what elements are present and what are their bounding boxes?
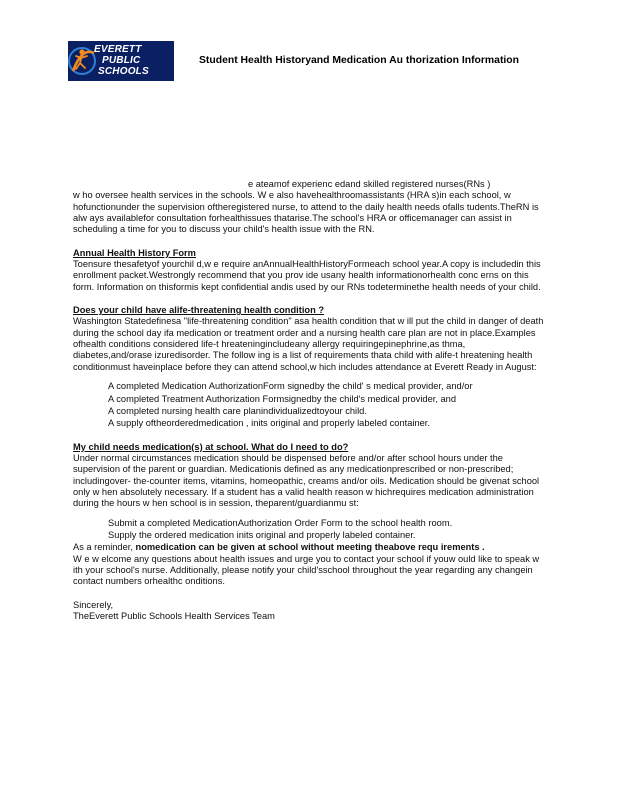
intro-rest: w ho oversee health services in the schools. W e also havehealthroomassistants (HRA s)in each school, w hofunctionunder the supervision oftheregistered nurse, to attend to the daily health needs ofalls tudents.TheRN is alw ays availablefor consultation forhealthissues thatarise.The school's HRA or officemanager can assist in scheduling a time for you to discuss your child's health issue with the RN. bbox=[73, 190, 539, 235]
intro-line-1: e ateamof experienc edand skilled registered nurses(RNs ) bbox=[248, 179, 491, 189]
logo-line-1: EVERETT bbox=[94, 44, 142, 55]
list-item: A completed Treatment Authorization Formsignedby the child's medical provider, and bbox=[108, 393, 457, 404]
annual-health-section bbox=[73, 248, 545, 293]
list-item: A completed nursing health care planindividualizedtoyour child. bbox=[108, 405, 367, 416]
list-item: Submit a completed MedicationAuthorization Order Form to the school health room. bbox=[108, 517, 453, 528]
list-item: A completed Medication AuthorizationForm signedby the child' s medical provider, and/or bbox=[108, 381, 473, 392]
medication-body: Under normal circumstances medication should be dispensed before and/or after school hours under the supervision of the parent or guardian. Medicationis defined as any medicationprescribed or non-prescribed; includingover- the-counter items, vitamins, homeopathic, creams and/or oils. Medication should be givenat school only w hen absolutely necessary. If a student has a valid health reason w hichrequires medication administration during the hours w hen school is in session, theparent/guardianmu st: bbox=[73, 452, 540, 509]
everett-public-schools-logo bbox=[68, 41, 174, 81]
life-threatening-body: Washington Statedefinesa "life-threatening condition" asa health condition that w ill put the child in danger of death during the school day ifa medication or treatment order and a nursing health care plan are not in place.Examples ofhealth conditions considered life-t hreateningincludeany allergy requiringepinephrine,as thma, diabetes,and/orase izuredisorder. The follow ing is a list of requirements thata child with alife-t hreatening health conditionmust haveinplace before they can attend school,w hich includes attendance at Everett Ready in August: bbox=[73, 316, 544, 372]
life-threatening-section bbox=[73, 305, 545, 429]
reminder-lead: As a reminder, bbox=[73, 542, 136, 553]
annual-health-body: Toensure thesafetyof yourchil d,w e require anAnnualHealthHistoryFormeach school year.A copy is includedin this enrollment packet.Westrongly recommend that you prov ide usany health informationorhealth conc erns on this form. Information on thisformis kept confidential andis used by our RNs todeterminethe health needs of your child. bbox=[73, 259, 541, 292]
signature-block bbox=[73, 600, 545, 623]
list-item: Supply the ordered medication inits original and properly labeled container. bbox=[108, 529, 416, 540]
annual-health-heading: Annual Health History Form bbox=[73, 247, 196, 258]
reminder-emphasis: nomedication can be given at school without meeting theabove requ irements . bbox=[135, 542, 485, 553]
reminder-paragraph bbox=[73, 542, 545, 553]
document-title: Student Health Historyand Medication Au thorization Information bbox=[199, 55, 519, 66]
intro-paragraph bbox=[73, 179, 545, 236]
life-threatening-heading: Does your child have alife-threatening health condition ? bbox=[73, 305, 325, 316]
signature-team: TheEverett Public Schools Health Services Team bbox=[73, 611, 275, 621]
medication-heading: My child needs medication(s) at school. What do I need to do? bbox=[73, 441, 349, 452]
salutation: Sincerely, bbox=[73, 599, 114, 610]
medication-requirements-list bbox=[73, 518, 545, 542]
logo-line-3: SCHOOLS bbox=[98, 66, 149, 77]
list-item: A supply oftheorderedmedication , inits original and properly labeled container. bbox=[108, 418, 430, 429]
document-body bbox=[73, 179, 545, 622]
medication-section bbox=[73, 442, 545, 542]
life-threatening-requirements-list bbox=[73, 381, 545, 429]
closing-paragraph: W e w elcome any questions about health issues and urge you to contact your school if youw ould like to speak w ith your school's nurse. Additionally, please notify your child'sschool throughout the year regarding any changein contact numbers orhealthc onditions. bbox=[73, 553, 540, 587]
logo-line-2: PUBLIC bbox=[102, 55, 141, 66]
